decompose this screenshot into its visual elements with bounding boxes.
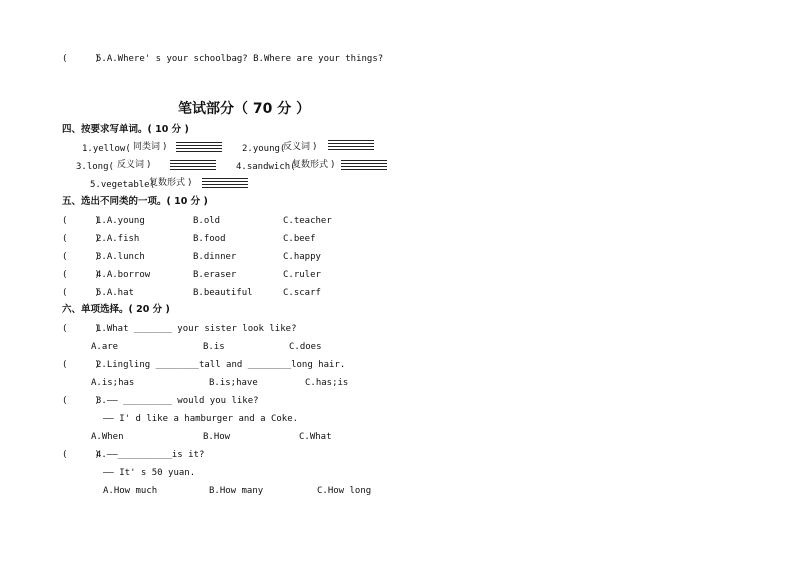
s5-row1-a: 1.A.young bbox=[96, 216, 145, 226]
s4-item3-answer-lines bbox=[170, 160, 216, 172]
s6-q2-c: C.has;is bbox=[305, 378, 349, 388]
s5-row1-c: C.teacher bbox=[283, 216, 332, 226]
s6-q1-c: C.does bbox=[289, 342, 322, 352]
section5-heading: 五、选出不同类的一项。( 10 分 ) bbox=[62, 196, 208, 207]
s4-item1-answer-lines bbox=[176, 142, 222, 154]
s4-item4-answer-lines bbox=[341, 160, 387, 172]
section4-heading: 四、按要求写单词。( 10 分 ) bbox=[62, 124, 189, 135]
s4-item1-label: 1.yellow( bbox=[82, 144, 131, 154]
s4-item4-hint: 复数形式 ) bbox=[292, 160, 335, 170]
s4-item2-label: 2.young( bbox=[242, 144, 286, 154]
s5-row2-c: C.beef bbox=[283, 234, 316, 244]
s5-row3-a: 3.A.lunch bbox=[96, 252, 145, 262]
s4-item2-hint: 反义词 ) bbox=[283, 142, 317, 152]
s6-q4-stem: 4.——__________is it? bbox=[96, 450, 205, 460]
s6-q2-a: A.is;has bbox=[91, 378, 135, 388]
s6-q4-c: C.How long bbox=[317, 486, 372, 496]
s5-row5-paren: ( ) bbox=[62, 288, 100, 298]
s6-q4-a: A.How much bbox=[103, 486, 158, 496]
s6-q4-reply: —— It' s 50 yuan. bbox=[103, 468, 196, 478]
s5-row4-c: C.ruler bbox=[283, 270, 321, 280]
s5-row4-paren: ( ) bbox=[62, 270, 100, 280]
s6-q1-paren: ( ) bbox=[62, 324, 100, 334]
written-section-title: 笔试部分（ 70 分 ） bbox=[178, 101, 311, 117]
s5-row2-paren: ( ) bbox=[62, 234, 100, 244]
s5-row1-b: B.old bbox=[193, 216, 221, 226]
listening-q5-text: 5.A.Where' s your schoolbag? B.Where are your things? bbox=[96, 54, 384, 64]
s5-row2-a: 2.A.fish bbox=[96, 234, 140, 244]
s6-q4-b: B.How many bbox=[209, 486, 264, 496]
listening-q5-paren: ( ) bbox=[62, 54, 100, 64]
s6-q3-stem: 3.—— _________ would you like? bbox=[96, 396, 259, 406]
s5-row2-b: B.food bbox=[193, 234, 226, 244]
s6-q4-paren: ( ) bbox=[62, 450, 100, 460]
section6-heading: 六、单项选择。( 20 分 ) bbox=[62, 304, 170, 315]
s6-q1-a: A.are bbox=[91, 342, 119, 352]
s6-q2-paren: ( ) bbox=[62, 360, 100, 370]
s6-q3-b: B.How bbox=[203, 432, 231, 442]
s6-q1-b: B.is bbox=[203, 342, 225, 352]
s6-q3-c: C.What bbox=[299, 432, 332, 442]
s5-row3-b: B.dinner bbox=[193, 252, 237, 262]
s5-row3-paren: ( ) bbox=[62, 252, 100, 262]
s4-item5-answer-lines bbox=[202, 178, 248, 190]
s5-row5-a: 5.A.hat bbox=[96, 288, 134, 298]
s4-item5-hint: 复数形式 ) bbox=[149, 178, 192, 188]
s4-item2-answer-lines bbox=[328, 140, 374, 152]
s4-item1-hint: 同类词 ) bbox=[133, 142, 167, 152]
s5-row1-paren: ( ) bbox=[62, 216, 100, 226]
s4-item3-label: 3.long( bbox=[76, 162, 114, 172]
s6-q3-a: A.When bbox=[91, 432, 124, 442]
s5-row4-a: 4.A.borrow bbox=[96, 270, 151, 280]
s4-item3-hint: 反义词 ) bbox=[117, 160, 151, 170]
s5-row3-c: C.happy bbox=[283, 252, 321, 262]
s6-q1-stem: 1.What _______ your sister look like? bbox=[96, 324, 297, 334]
s6-q2-stem: 2.Lingling ________tall and ________long hair. bbox=[96, 360, 346, 370]
s5-row5-b: B.beautiful bbox=[193, 288, 253, 298]
s6-q3-paren: ( ) bbox=[62, 396, 100, 406]
s6-q3-reply: —— I' d like a hamburger and a Coke. bbox=[103, 414, 299, 424]
s4-item5-label: 5.vegetable( bbox=[90, 180, 156, 190]
s5-row5-c: C.scarf bbox=[283, 288, 321, 298]
s6-q2-b: B.is;have bbox=[209, 378, 258, 388]
s5-row4-b: B.eraser bbox=[193, 270, 237, 280]
s4-item4-label: 4.sandwich( bbox=[236, 162, 296, 172]
